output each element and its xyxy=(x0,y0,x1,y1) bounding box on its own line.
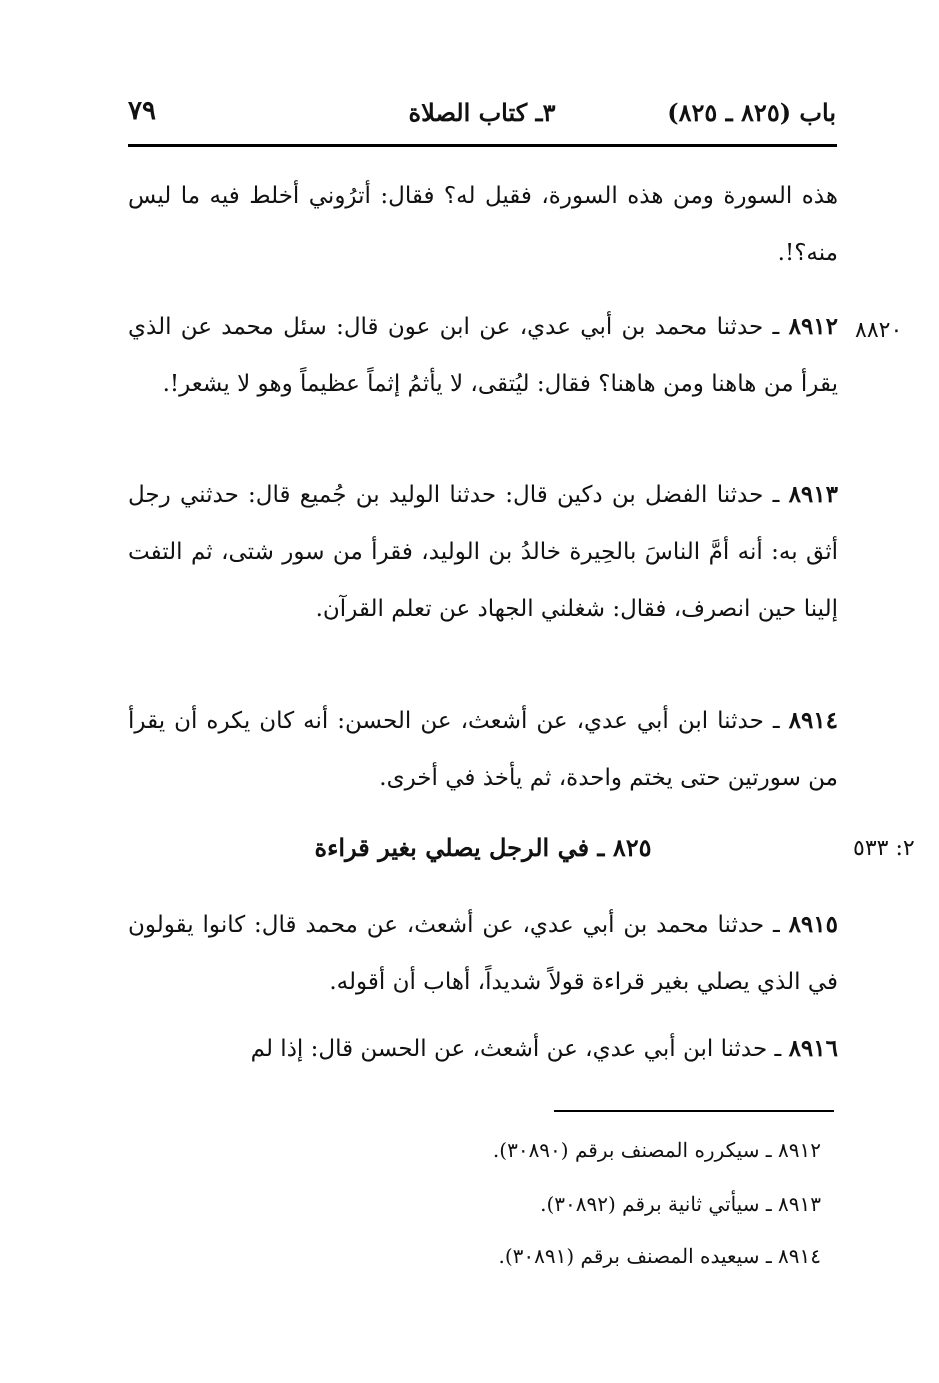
margin-reference-1: ٨٨٢٠ xyxy=(855,318,903,343)
chapter-range: باب (٨٢٥ ـ ٨٢٥) xyxy=(667,98,836,127)
hadith-8914 xyxy=(128,692,838,807)
footnote-rule xyxy=(554,1110,834,1112)
hadith-text: ـ حدثنا الفضل بن دكين قال: حدثنا الوليد بن جُميع قال: حدثني رجل أثق به: أنه أمَّ الناسَ بالحِيرة خالدُ بن الوليد، فقرأ من سور شتى، ثم التفت إلينا حين انصرف، فقال: شغلني الجهاد عن تعلم القرآن. xyxy=(128,482,838,622)
paragraph-continuation xyxy=(128,168,838,282)
hadith-8912 xyxy=(128,298,838,413)
footnote: ٨٩١٢ ـ سيكرره المصنف برقم (٣٠٨٩٠). xyxy=(492,1138,821,1162)
hadith-number: ٨٩١٥ xyxy=(788,911,838,938)
hadith-text: ـ حدثنا محمد بن أبي عدي، عن ابن عون قال: سئل محمد عن الذي يقرأ من هاهنا ومن هاهنا؟ فقال: ليُتقى، لا يأثمُ إثماً عظيماً وهو لا يشعر!. xyxy=(128,314,838,397)
footnote: ٨٩١٤ ـ سيعيده المصنف برقم (٣٠٨٩١). xyxy=(498,1244,821,1268)
hadith-number: ٨٩١٦ xyxy=(788,1035,838,1062)
hadith-text: ـ حدثنا ابن أبي عدي، عن أشعث، عن الحسن: أنه كان يكره أن يقرأ من سورتين حتى يختم واحدة، ثم يأخذ في أخرى. xyxy=(128,708,838,791)
header-rule xyxy=(128,144,837,147)
hadith-number: ٨٩١٢ xyxy=(788,313,839,340)
hadith-number: ٨٩١٣ xyxy=(788,481,838,508)
hadith-8916 xyxy=(128,1020,838,1078)
hadith-8915 xyxy=(128,896,838,1011)
footnote: ٨٩١٣ ـ سيأتي ثانية برقم (٣٠٨٩٢). xyxy=(540,1192,821,1216)
hadith-8913 xyxy=(128,466,838,638)
section-title: ٨٢٥ ـ في الرجل يصلي بغير قراءة xyxy=(314,833,652,862)
book-title: ٣ـ كتاب الصلاة xyxy=(408,98,556,127)
running-header xyxy=(128,92,836,136)
hadith-text: ـ حدثنا ابن أبي عدي، عن أشعث، عن الحسن قال: إذا لم xyxy=(250,1036,782,1062)
margin-reference-2: ٢: ٥٣٣ xyxy=(853,836,915,861)
hadith-number: ٨٩١٤ xyxy=(788,707,839,734)
page-number: ٧٩ xyxy=(128,96,156,126)
paragraph-text: هذه السورة ومن هذه السورة، فقيل له؟ فقال: أترُوني أخلط فيه ما ليس منه؟!. xyxy=(128,183,838,266)
hadith-text: ـ حدثنا محمد بن أبي عدي، عن أشعث، عن محمد قال: كانوا يقولون في الذي يصلي بغير قراءة قولاً شديداً، أهاب أن أقوله. xyxy=(128,912,838,995)
